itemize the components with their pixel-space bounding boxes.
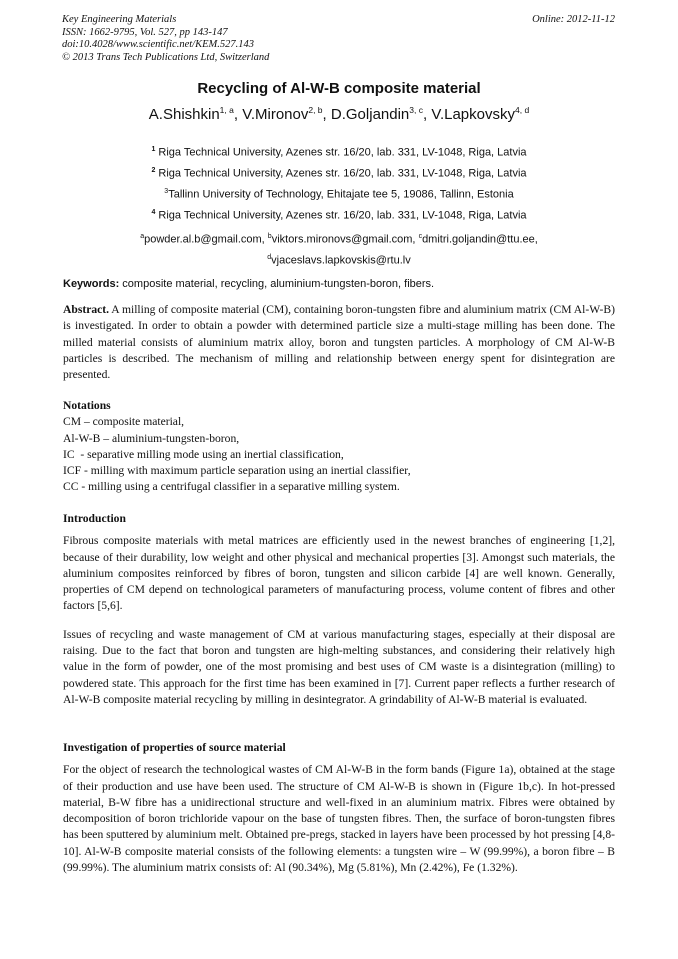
author-affil-sup: 2, b: [308, 105, 323, 115]
affiliation-number: 4: [151, 209, 156, 216]
notation-item: CC - milling using a centrifugal classifier in a separative milling system.: [63, 480, 400, 494]
copyright-line: © 2013 Trans Tech Publications Ltd, Switzerland: [62, 51, 270, 63]
affiliation-text: Riga Technical University, Azenes str. 16/20, lab. 331, LV-1048, Riga, Latvia: [158, 167, 527, 180]
affiliation: [0, 205, 678, 226]
abstract-text: A milling of composite material (CM), containing boron-tungsten fibre and aluminium matrix (CM Al-W-B) is investigated. In order to obtain a powder with determined particle size a multi-stage milling has been done. The milled material consists of aluminium matrix alloy, boron and tungsten particles. A morphology of CM Al-W-B particles is described. The mechanism of milling and relationship between energy spent for disintegration are presented.: [63, 303, 615, 382]
online-date: Online: 2012-11-12: [532, 14, 615, 25]
author-name: V.Lapkovsky: [431, 106, 515, 123]
author-name: A.Shishkin: [148, 106, 220, 123]
email-sup: b: [267, 233, 272, 240]
author-list: A.Shishkin$^{1, a}$, V.Mironov$^{2, b}$, D.Goljandin$^{3, c}$, V.Lapkovsky$^{4, d}$: [148, 105, 530, 123]
affiliation-text: Riga Technical University, Azenes str. 16/20, lab. 331, LV-1048, Riga, Latvia: [158, 146, 527, 159]
notation-item: Al-W-B – aluminium-tungsten-boron,: [63, 431, 240, 445]
affiliation-number: 2: [151, 167, 156, 174]
affiliation-number: 3: [164, 188, 169, 195]
affiliation-number: 1: [151, 146, 156, 153]
email-sup: a: [140, 233, 145, 240]
paper-title: Recycling of Al-W-B composite material: [197, 80, 481, 97]
keywords-label: Keywords:: [63, 278, 120, 290]
author-affil-sup: 1, a: [219, 105, 234, 115]
author-name: D.Goljandin: [330, 106, 410, 123]
paragraph: Issues of recycling and waste management of CM at various manufacturing stages, especially at their disposal are raising. Due to the fact that boron and tungsten are high-melting substances, and considering their relatively high value in the form of powder, one of the most promising and best uses of CM waste is a disintegration (milling) to powdered state. This approach for the first time has been examined in [7]. Current paper reflects a further research of Al-W-B composite material recycling by milling in desintegrator. A grindability of Al-W-B material is evaluated.: [63, 627, 615, 706]
keywords-text: composite material, recycling, aluminium-tungsten-boron, fibers.: [119, 278, 435, 290]
doi-line: doi:10.4028/www.scientific.net/KEM.527.143: [62, 39, 254, 50]
affiliation: [0, 184, 678, 205]
email-address: dmitri.goljandin@ttu.ee,: [422, 233, 538, 246]
paragraph: Fibrous composite materials with metal matrices are efficiently used in the newest branches of engineering [1,2], because of their durability, low weight and other physical and mechanical properties [3]. Amongst such materials, the aluminium composites reinforced by fibres of boron, tungsten and silicon carbide [4] are well known. Generally, properties of CM depend on technological parameters of manufacturing process, volume content of fibres and other factors [5,6].: [63, 534, 615, 613]
issn-line: ISSN: 1662-9795, Vol. 527, pp 143-147: [62, 26, 228, 38]
email-address: viktors.mironovs@gmail.com,: [271, 233, 419, 246]
author-affil-sup: 3, c: [409, 105, 423, 115]
affiliation: [0, 163, 678, 184]
abstract: [63, 302, 615, 383]
investigation-section: [63, 740, 615, 876]
introduction-section: [63, 511, 615, 708]
abstract-label: Abstract.: [63, 303, 110, 316]
notation-item: IC - separative milling mode using an inertial classification,: [63, 447, 344, 461]
journal-header: [62, 14, 615, 64]
affiliation: [0, 142, 678, 163]
section-heading: Introduction: [63, 512, 126, 525]
author-affil-sup: 4, d: [515, 105, 530, 115]
affiliation-text: Tallinn University of Technology, Ehitajate tee 5, 19086, Tallinn, Estonia: [168, 188, 514, 201]
keywords: [63, 278, 615, 290]
journal-name: Key Engineering Materials: [62, 14, 177, 25]
section-heading: Investigation of properties of source material: [63, 741, 286, 754]
paragraph: For the object of research the technological wastes of CM Al-W-B in the form bands (Figure 1a), obtained at the stage of their production and use have been used. The structure of CM Al-W-B is shown in (Figure 1b,c). In hot-pressed material, B-W fibre has a unidirectional structure and well-fixed in an aluminium matrix. Fibres were obtained by decomposition of boron trichloride vapour on the base of tungsten fibres. Then, the surface of boron-tungsten fibres has been sputtered by aluminium melt. Obtained pre-pregs, stacked in layers have been processed by hot pressing [4,8-10]. Al-W-B composite material consists of the following elements: a tungsten wire – W (99.99%), a boron fibre – B (99.99%). The aluminium matrix consists of: Al (90.34%), Mg (5.81%), Mn (2.42%), Fe (1.32%).: [63, 763, 615, 875]
email-list: [100, 228, 578, 269]
email-address: powder.al.b@gmail.com,: [144, 233, 268, 246]
author-name: V.Mironov: [242, 106, 309, 123]
affiliation-text: Riga Technical University, Azenes str. 16/20, lab. 331, LV-1048, Riga, Latvia: [158, 209, 527, 222]
section-heading: Notations: [63, 399, 111, 412]
email-address: vjaceslavs.lapkovskis@rtu.lv: [271, 254, 411, 267]
affiliation-list: [0, 142, 678, 226]
notation-item: CM – composite material,: [63, 415, 185, 429]
email-sup: c: [418, 233, 423, 240]
email-sup: d: [267, 253, 272, 261]
notation-item: ICF - milling with maximum particle separation using an inertial classifier,: [63, 464, 411, 478]
notations-section: [63, 398, 615, 496]
